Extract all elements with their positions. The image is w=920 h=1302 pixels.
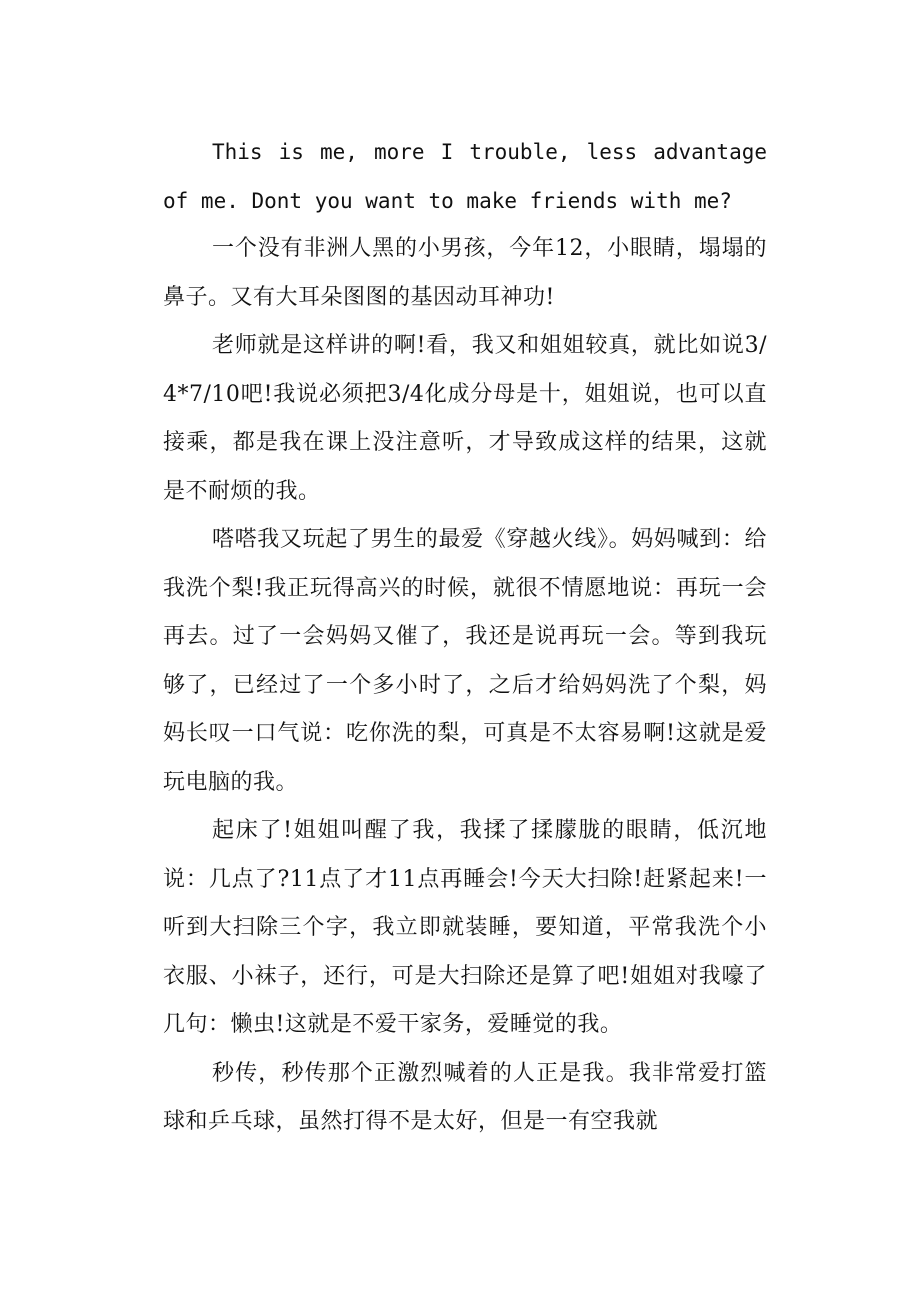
paragraph-appearance: 一个没有非洲人黑的小男孩，今年12，小眼睛，塌塌的鼻子。又有大耳朵图图的基因动耳神功! (163, 236, 767, 310)
document-body (163, 128, 767, 1147)
paragraph-impatient: 老师就是这样讲的啊!看，我又和姐姐较真，就比如说3/4*7/10吧!我说必须把3/4化成分母是十，姐姐说，也可以直接乘，都是我在课上没注意听，才导致成这样的结果，这就是不耐烦的我。 (163, 333, 767, 504)
paragraph-intro-english: This is me, more I trouble, less advantage of me. Dont you want to make friends with me? (163, 140, 767, 213)
paragraph-sports: 秒传，秒传那个正激烈喊着的人正是我。我非常爱打篮球和乒乓球，虽然打得不是太好，但是一有空我就 (163, 1060, 767, 1134)
paragraph-lazy-cleaning: 起床了!姐姐叫醒了我，我揉了揉朦胧的眼睛，低沉地说：几点了?11点了才11点再睡会!今天大扫除!赶紧起来!一听到大扫除三个字，我立即就装睡，要知道，平常我洗个小衣服、小袜子，还行，可是大扫除还是算了吧!姐姐对我嚎了几句：懒虫!这就是不爱干家务，爱睡觉的我。 (163, 818, 767, 1037)
paragraph-computer-games: 嗒嗒我又玩起了男生的最爱《穿越火线》。妈妈喊到：给我洗个梨!我正玩得高兴的时候，就很不情愿地说：再玩一会再去。过了一会妈妈又催了，我还是说再玩一会。等到我玩够了，已经过了一个多小时了，之后才给妈妈洗了个梨，妈妈长叹一口气说：吃你洗的梨，可真是不太容易啊!这就是爱玩电脑的我。 (163, 527, 767, 795)
